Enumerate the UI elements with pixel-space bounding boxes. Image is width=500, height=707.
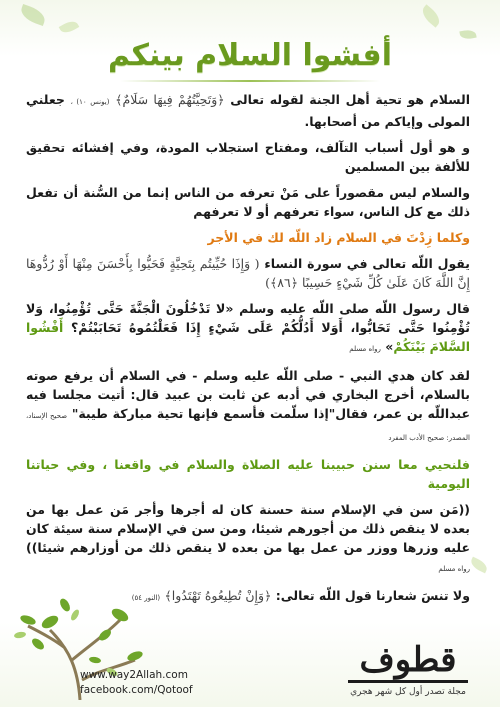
verse-reference: (النور ٥٤) (131, 594, 161, 602)
facebook-link[interactable]: facebook.com/Qotoof (80, 684, 193, 696)
quran-verse: ﴿وَإِنْ تُطِيعُوهُ تَهْتَدُوا﴾ (164, 588, 272, 603)
leaf-decoration (18, 4, 47, 26)
brand-logo (328, 640, 488, 697)
leaf-decoration (419, 4, 444, 27)
page-title: أفشوا السلام بينكم (107, 38, 392, 73)
paragraph-hadith (26, 299, 470, 359)
text: ولا تنسَ شعارنا قول اللّه تعالى: (271, 588, 470, 603)
text: قال رسول اللّه صلى اللّه عليه وسلم «لا تَدْخُلُونَ الْجَنَّةَ حَتَّى تُؤْمِنُوا، وَلا تُؤْمِنُوا حَتَّى تَحَابُّوا، أَوَلا أَدُلُّكُمْ عَلَى شَيْءٍ إِذَا فَعَلْتُمُوهُ تَحَابَبْتُمْ؟ (26, 301, 470, 335)
title-divider (120, 80, 380, 82)
quran-verse: ﴿وَتَحِيَّتُهُمْ فِيهَا سَلَامٌ﴾ (115, 92, 225, 107)
hadith-reference: رواه مسلم (349, 345, 381, 353)
paragraph-everyone: والسلام ليس مقصوراً على مَنْ تعرفه من الناس إنما من السُّنة أن تفعل ذلك مع كل الناس، سواء تعرفهم أو لا تعرفهم (26, 185, 470, 219)
hadith-reference: رواه مسلم (438, 565, 470, 573)
verse-reference: (يونس ١٠) ، (70, 98, 110, 106)
text: » (385, 339, 394, 354)
paragraph-revive: فلنحيي معا سنن حبيبنا عليه الصلاة والسلام في واقعنا ، وفي حياتنا اليومية (26, 457, 470, 491)
logo-underline (348, 680, 468, 683)
text: السلام هو تحية أهل الجنة لقوله تعالى (224, 92, 470, 107)
paragraph-reward: وكلما زِدْتَ في السلام زاد اللّه لك في الأجر (207, 230, 470, 245)
hadith-reference: صحيح الإسناد، المصدر: صحيح الأدب المفرد (26, 412, 470, 442)
text: يقول اللّه تعالى في سورة النساء (259, 256, 470, 271)
highlight-text: أَفْشُوا السَّلامَ بَيْنَكُمْ (26, 320, 470, 354)
paragraph-sunnah (26, 500, 470, 579)
article-body (26, 90, 470, 615)
paragraph-guidance (26, 366, 470, 448)
text: لقد كان هدي النبي - صلى اللّه عليه وسلم - في السلام أن يرفع صوته بالسلام، أخرج البخاري في أدبه عن ثابت بن عبيد قال: أتيت مجلسا فيه عبداللّه بن عمر، فقال"إذا سلّمت فأسمع فإنها تحية مباركة طيبة" (26, 368, 470, 421)
website-link[interactable]: www.way2Allah.com (80, 669, 188, 681)
text: جعلني المولى وإياكم من أصحابها. (26, 92, 470, 129)
leaf-decoration (59, 18, 80, 36)
logo-tagline: مجلة تصدر أول كل شهر هجري (350, 687, 466, 697)
footer-links (80, 668, 220, 698)
logo-text: قطوف (359, 640, 457, 680)
paragraph-greeting (26, 90, 470, 131)
paragraph-nisa (26, 254, 470, 292)
paragraph-motto (26, 586, 470, 608)
quran-verse: ( وَإِذَا حُيِّيتُم بِتَحِيَّةٍ فَحَيُّوا بِأَحْسَنَ مِنْهَا أَوْ رُدُّوهَا إِنَّ اللَّهَ كَانَ عَلَىٰ كُلِّ شَيْءٍ حَسِيبًا ﴿٨٦﴾) (26, 256, 470, 290)
paragraph-causes: و هو أول أسباب التآلف، ومفتاح استجلاب المودة، وفي إفشائه تحقيق للألفة بين المسلمين (26, 140, 470, 174)
leaf-decoration (469, 557, 490, 574)
text: ((مَن سن في الإسلام سنة حسنة كان له أجرها وأجر مَن عمل بها من بعده لا ينقص ذلك من أجورهم شيئا، ومن سن في الإسلام سنة سيئة كان عليه وزرها ووزر من عمل بها من بعده لا ينقص ذلك من أوزارهم شيئا)) (26, 502, 470, 555)
